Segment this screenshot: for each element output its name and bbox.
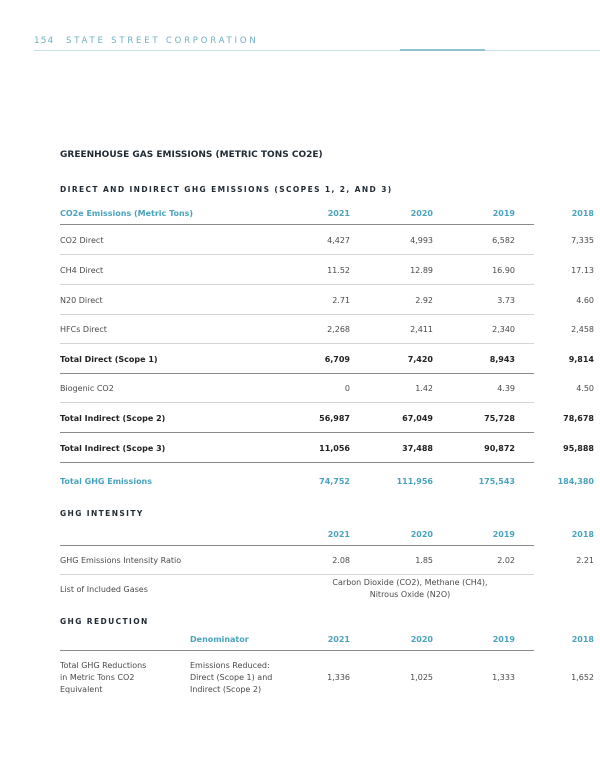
cell-2018: 184,380	[557, 477, 594, 486]
col-header-2021: 2021	[327, 635, 350, 644]
header-accent-bar	[400, 49, 485, 51]
col-header-2018: 2018	[571, 209, 594, 218]
intensity-section-title: GHG INTENSITY	[60, 509, 144, 518]
col-header-2021: 2021	[327, 530, 350, 539]
row-divider	[60, 284, 534, 285]
company-name: STATE STREET CORPORATION	[66, 36, 259, 46]
page-header	[34, 36, 600, 50]
row-label: Total GHG Emissions	[60, 477, 153, 486]
cell-2018: 2,458	[571, 325, 594, 334]
col-header-2019: 2019	[492, 635, 515, 644]
cell-2021: 6,709	[324, 355, 350, 364]
gases-line: Carbon Dioxide (CO2), Methane (CH4),	[332, 578, 488, 587]
cell-2018: 4.50	[576, 384, 594, 393]
header-divider	[34, 50, 600, 51]
row-divider	[60, 402, 534, 403]
row-label: N20 Direct	[60, 296, 103, 305]
row-label: GHG Emissions Intensity Ratio	[60, 556, 182, 565]
row-label: CH4 Direct	[60, 266, 104, 275]
cell-2018: 17.13	[571, 266, 594, 275]
cell-2021: 2,268	[327, 325, 350, 334]
row-divider	[60, 462, 534, 463]
header-rule	[60, 545, 534, 546]
cell-2021: 11.52	[327, 266, 350, 275]
cell-2018: 4.60	[576, 296, 594, 305]
cell-2018: 2.21	[576, 556, 594, 565]
cell-2019: 3.73	[497, 296, 515, 305]
cell-2018: 1,652	[571, 673, 594, 682]
col-header-2019: 2019	[492, 530, 515, 539]
cell-2020: 2,411	[410, 325, 433, 334]
gases-line: Nitrous Oxide (N2O)	[369, 590, 451, 599]
reduction-section-title: GHG REDUCTION	[60, 617, 149, 626]
cell-2020: 2.92	[415, 296, 433, 305]
col-header-2019: 2019	[492, 209, 515, 218]
cell-2018: 95,888	[563, 444, 594, 453]
row-label: Total Direct (Scope 1)	[60, 355, 158, 364]
cell-2020: 1.85	[415, 556, 433, 565]
cell-2018: 78,678	[563, 414, 594, 423]
page-title: GREENHOUSE GAS EMISSIONS (METRIC TONS CO2E)	[60, 150, 323, 160]
denominator-line: Direct (Scope 1) and	[190, 673, 273, 682]
cell-2020: 7,420	[407, 355, 433, 364]
cell-2020: 111,956	[396, 477, 433, 486]
emissions-section-title: DIRECT AND INDIRECT GHG EMISSIONS (SCOPES 1, 2, AND 3)	[60, 185, 393, 194]
col-header-2020: 2020	[410, 635, 433, 644]
col-header-2021: 2021	[327, 209, 350, 218]
row-label: Total Indirect (Scope 2)	[60, 414, 166, 423]
col-header-denominator: Denominator	[190, 635, 249, 644]
cell-2019: 8,943	[489, 355, 515, 364]
denominator-line: Emissions Reduced:	[190, 661, 270, 670]
row-label: CO2 Direct	[60, 236, 104, 245]
col-header-2018: 2018	[571, 635, 594, 644]
cell-2020: 67,049	[402, 414, 433, 423]
cell-2021: 2.71	[332, 296, 350, 305]
cell-2018: 7,335	[571, 236, 594, 245]
col-header-2020: 2020	[410, 530, 433, 539]
col-header-label: CO2e Emissions (Metric Tons)	[60, 209, 194, 218]
page-number: 154	[34, 36, 55, 46]
row-divider	[60, 373, 534, 374]
row-divider	[60, 574, 534, 575]
row-label-line: Equivalent	[60, 685, 103, 694]
cell-2019: 75,728	[484, 414, 515, 423]
cell-2021: 11,056	[319, 444, 350, 453]
cell-2020: 4,993	[410, 236, 433, 245]
cell-2020: 12.89	[410, 266, 433, 275]
cell-2019: 175,543	[478, 477, 515, 486]
cell-2019: 16.90	[492, 266, 515, 275]
denominator-line: Indirect (Scope 2)	[190, 685, 262, 694]
row-label-line: Total GHG Reductions	[60, 661, 147, 670]
row-label: HFCs Direct	[60, 325, 107, 334]
row-label: Total Indirect (Scope 3)	[60, 444, 166, 453]
row-label-line: in Metric Tons CO2	[60, 673, 135, 682]
row-divider	[60, 343, 534, 344]
cell-2020: 37,488	[402, 444, 433, 453]
row-divider	[60, 314, 534, 315]
cell-2021: 56,987	[319, 414, 350, 423]
row-label	[60, 660, 146, 696]
header-rule	[60, 650, 534, 651]
col-header-2018: 2018	[571, 530, 594, 539]
cell-2019: 6,582	[492, 236, 515, 245]
row-label: List of Included Gases	[60, 585, 148, 594]
cell-2019: 2,340	[492, 325, 515, 334]
cell-2019: 1,333	[492, 673, 515, 682]
cell-2021: 4,427	[327, 236, 350, 245]
cell-2019: 2.02	[497, 556, 515, 565]
cell-2021: 1,336	[327, 673, 350, 682]
cell-2021: 2.08	[332, 556, 350, 565]
row-label: Biogenic CO2	[60, 384, 114, 393]
col-header-2020: 2020	[410, 209, 433, 218]
cell-2021: 0	[344, 384, 350, 393]
cell-2021: 74,752	[319, 477, 350, 486]
row-divider	[60, 254, 534, 255]
cell-2019: 4.39	[497, 384, 515, 393]
cell-2020: 1,025	[410, 673, 433, 682]
denominator-cell	[190, 660, 272, 696]
cell-2020: 1.42	[415, 384, 433, 393]
included-gases-value	[310, 577, 510, 601]
header-rule	[60, 224, 534, 225]
cell-2018: 9,814	[568, 355, 594, 364]
cell-2019: 90,872	[484, 444, 515, 453]
row-divider	[60, 432, 534, 433]
